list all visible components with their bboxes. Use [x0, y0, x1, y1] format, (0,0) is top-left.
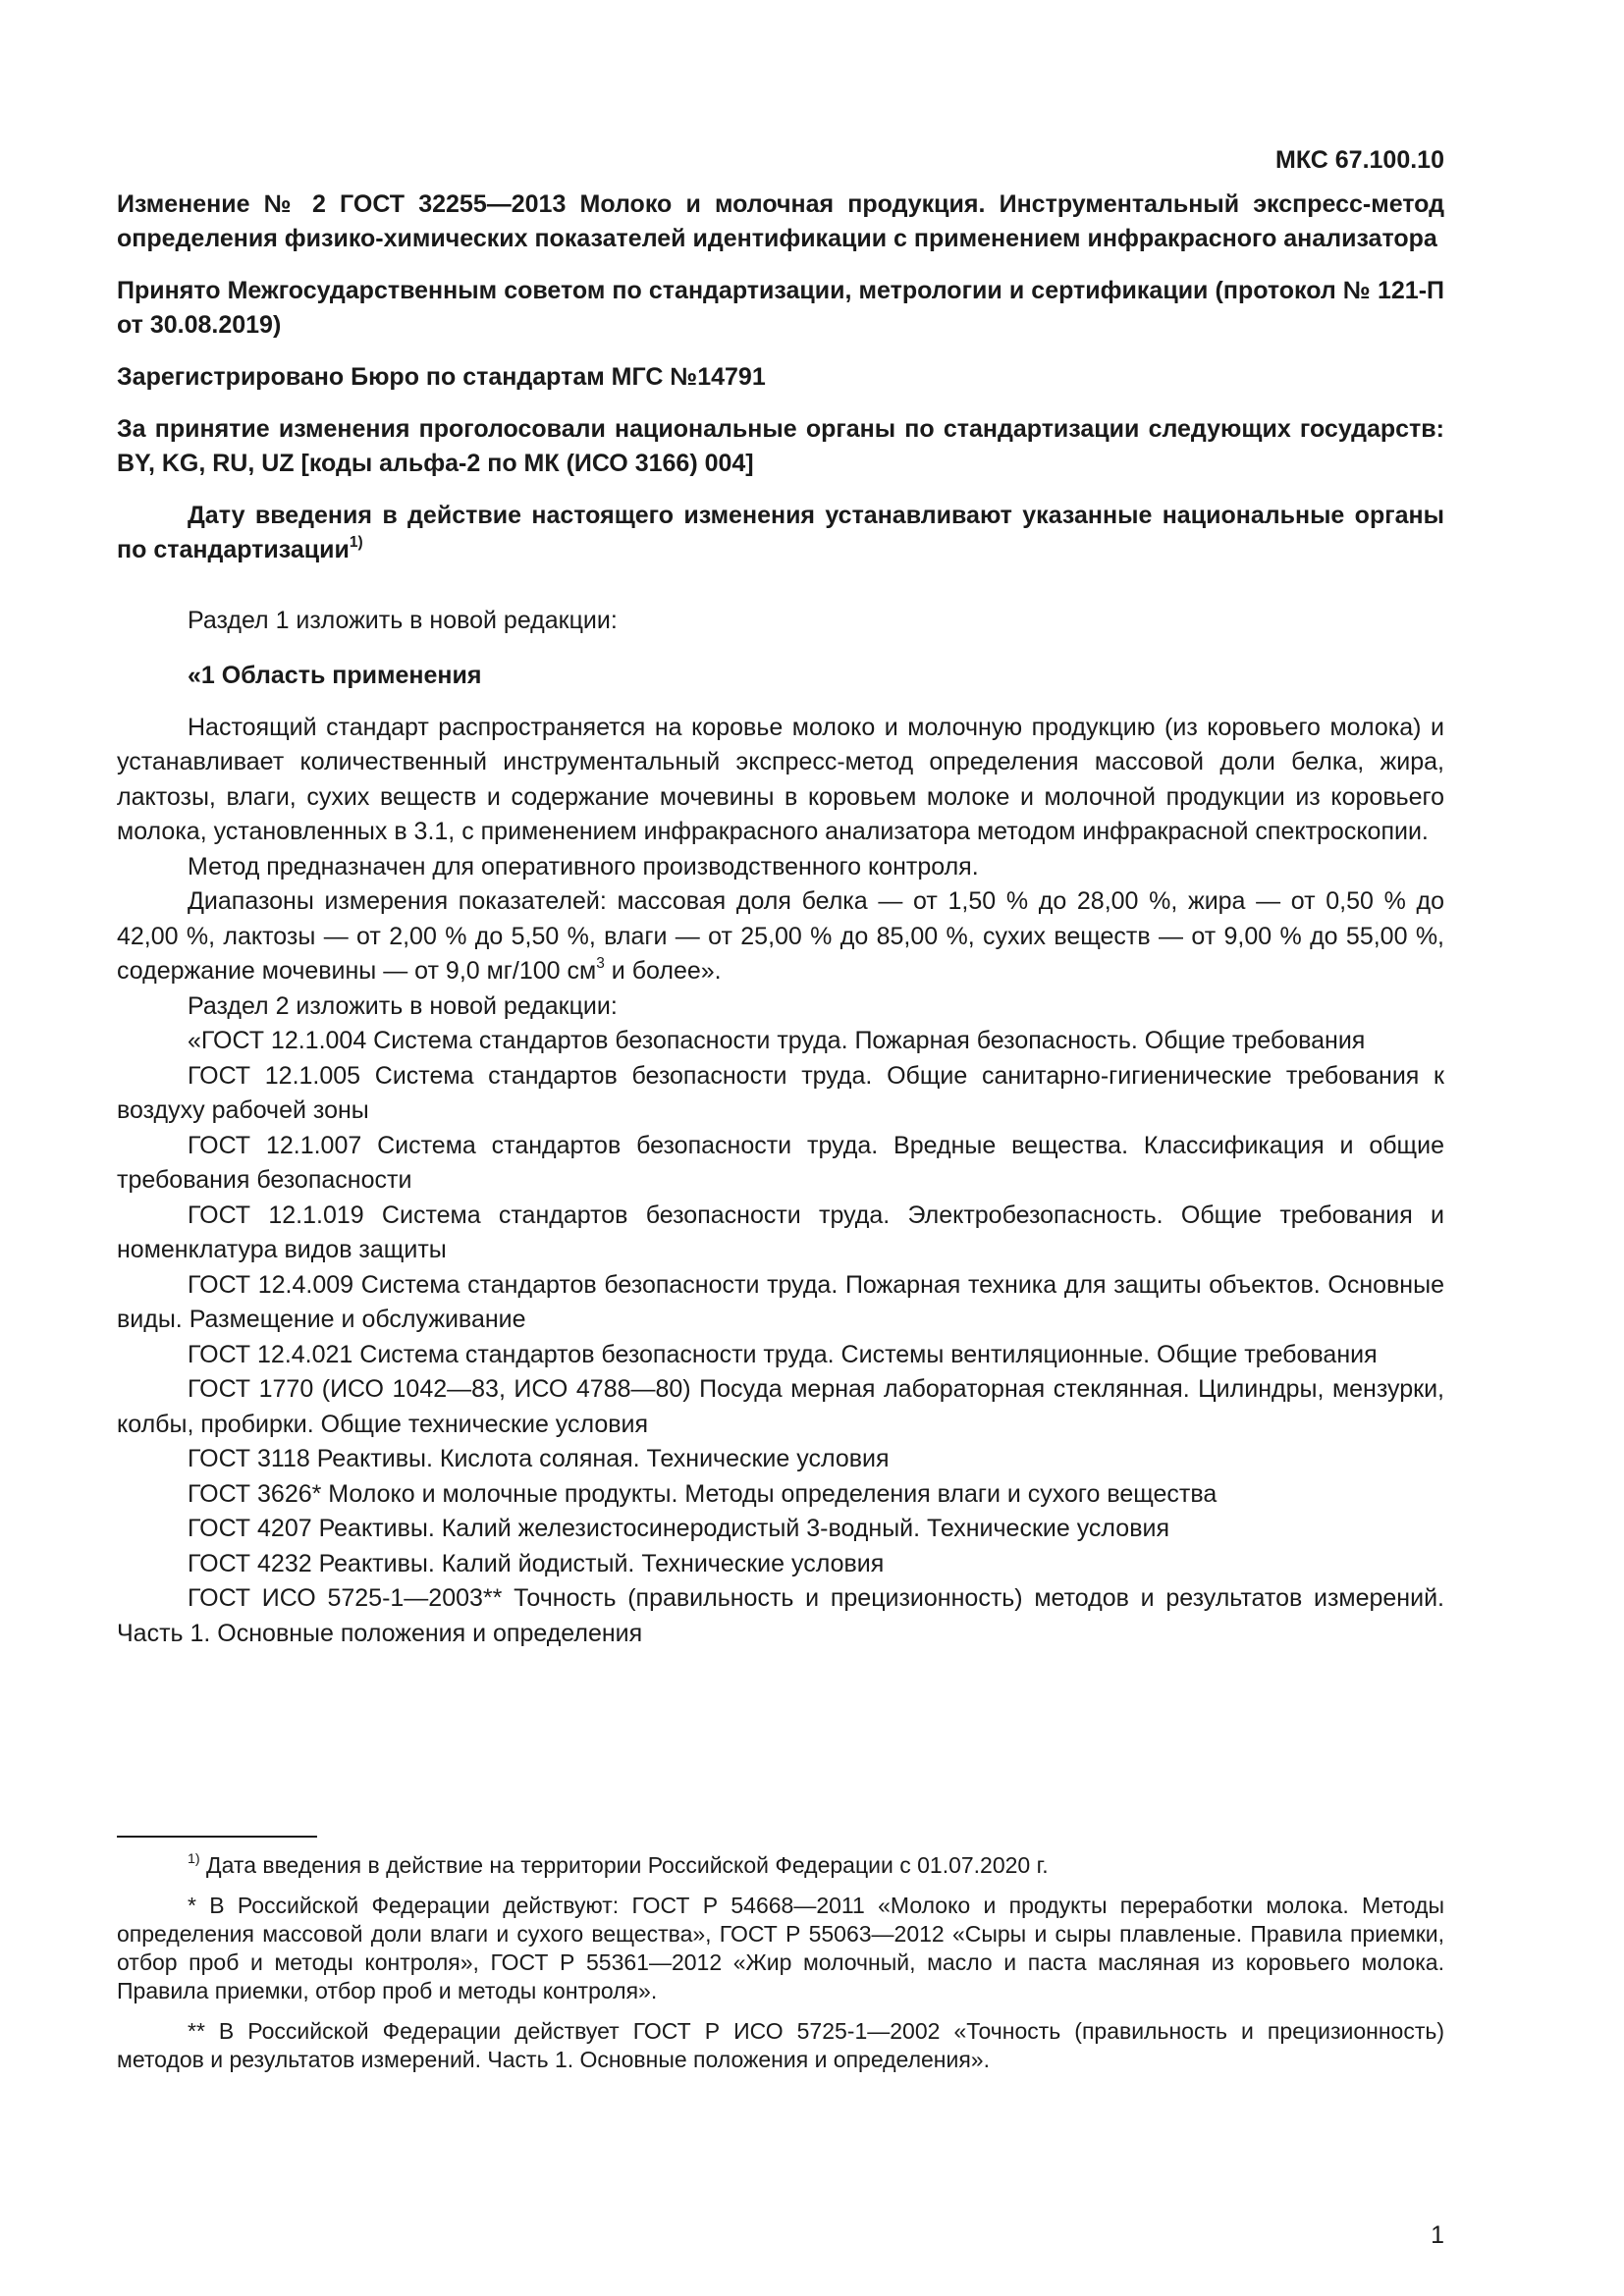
effective-date-text: Дату введения в действие настоящего изменения устанавливают указанные национальные органы по стандартизации	[117, 502, 1444, 563]
section1-instruction: Раздел 1 изложить в новой редакции:	[188, 607, 618, 634]
main-content	[117, 143, 1444, 1651]
reference-item: ГОСТ 4232 Реактивы. Калий йодистый. Технические условия	[188, 1549, 885, 1577]
reference-item: ГОСТ 12.4.021 Система стандартов безопасности труда. Системы вентиляционные. Общие требования	[188, 1340, 1378, 1368]
footnote-1	[117, 1851, 1444, 1880]
ranges-text: Диапазоны измерения показателей: массовая доля белка — от 1,50 % до 28,00 %, жира — от 0,50 % до 42,00 %, лактозы — от 2,00 % до 5,50 %, влаги — от 25,00 % до 85,00 %, сухих веществ — от 9,00 % до 55,00 %, содержание мочевины — от 9,0 мг/100 см	[117, 887, 1444, 985]
cubic-superscript: 3	[596, 955, 605, 973]
section1-paragraph-1: Настоящий стандарт распространяется на коровье молоко и молочную продукцию (из коровьего молока) и устанавливает количественный инструментальный экспресс-метод определения массовой доли белка, жира, лактозы, влаги, сухих веществ и содержание мочевины в коровьем молоке и молочной продукции из коровьего молока, установленных в 3.1, с применением инфракрасного анализатора методом инфракрасной спектроскопии.	[117, 713, 1444, 845]
section2-instruction: Раздел 2 изложить в новой редакции:	[188, 991, 618, 1020]
footnote-star: * В Российской Федерации действуют: ГОСТ Р 54668—2011 «Молоко и продукты переработки молока. Методы определения массовой доли влаги и сухого вещества», ГОСТ Р 55063—2012 «Сыры и сыры плавленые. Правила приемки, отбор проб и методы контроля», ГОСТ Р 55361—2012 «Жир молочный, масло и паста масляная из коровьего молока. Правила приемки, отбор проб и методы контроля».	[117, 1893, 1444, 2003]
reference-item: «ГОСТ 12.1.004 Система стандартов безопасности труда. Пожарная безопасность. Общие требования	[188, 1027, 1366, 1054]
reference-item: ГОСТ 3626* Молоко и молочные продукты. Методы определения влаги и сухого вещества	[188, 1479, 1218, 1508]
effective-date-statement	[117, 499, 1444, 567]
reference-item: ГОСТ 4207 Реактивы. Калий железистосинеродистый 3-водный. Технические условия	[188, 1515, 1169, 1542]
reference-item: ГОСТ ИСО 5725-1—2003** Точность (правильность и прецизионность) методов и результатов измерений. Часть 1. Основные положения и определения	[117, 1584, 1444, 1647]
amendment-title: Изменение № 2 ГОСТ 32255—2013 Молоко и молочная продукция. Инструментальный экспресс-метод определения физико-химических показателей идентификации с применением инфракрасного анализатора	[117, 190, 1444, 252]
section1-heading: «1 Область применения	[188, 661, 482, 689]
normative-references-list	[117, 1024, 1444, 1651]
reference-item: ГОСТ 1770 (ИСО 1042—83, ИСО 4788—80) Посуда мерная лабораторная стеклянная. Цилиндры, мензурки, колбы, пробирки. Общие технические условия	[117, 1375, 1444, 1438]
registration-statement: Зарегистрировано Бюро по стандартам МГС №14791	[117, 363, 766, 391]
reference-item: ГОСТ 12.1.005 Система стандартов безопасности труда. Общие санитарно-гигиенические требования к воздуху рабочей зоны	[117, 1061, 1444, 1124]
section1-paragraph-3	[117, 884, 1444, 989]
footnote-divider	[117, 1836, 317, 1838]
footnotes	[117, 1836, 1444, 2086]
voting-statement: За принятие изменения проголосовали национальные органы по стандартизации следующих государств: BY, KG, RU, UZ [коды альфа-2 по МК (ИСО 3166) 004]	[117, 415, 1444, 477]
reference-item: ГОСТ 3118 Реактивы. Кислота соляная. Технические условия	[188, 1445, 890, 1472]
footnote-1-mark: 1)	[188, 1850, 200, 1867]
footnote-double-star: ** В Российской Федерации действует ГОСТ Р ИСО 5725-1—2002 «Точность (правильность и прецизионность) методов и результатов измерений. Часть 1. Основные положения и определения».	[117, 2018, 1444, 2072]
ranges-text-end: и более».	[604, 957, 722, 985]
footnote-ref-1: 1)	[349, 534, 363, 552]
reference-item: ГОСТ 12.4.009 Система стандартов безопасности труда. Пожарная техника для защиты объектов. Основные виды. Размещение и обслуживание	[117, 1270, 1444, 1333]
section1-paragraph-2: Метод предназначен для оперативного производственного контроля.	[188, 852, 979, 881]
footnote-1-text: Дата введения в действие на территории Российской Федерации с 01.07.2020 г.	[199, 1852, 1049, 1878]
reference-item: ГОСТ 12.1.019 Система стандартов безопасности труда. Электробезопасность. Общие требования и номенклатура видов защиты	[117, 1201, 1444, 1263]
classification-code: МКС 67.100.10	[1275, 146, 1444, 174]
adoption-statement: Принято Межгосударственным советом по стандартизации, метрологии и сертификации (протокол № 121-П от 30.08.2019)	[117, 277, 1444, 339]
reference-item: ГОСТ 12.1.007 Система стандартов безопасности труда. Вредные вещества. Классификация и общие требования безопасности	[117, 1131, 1444, 1194]
page-number: 1	[1431, 2221, 1444, 2249]
